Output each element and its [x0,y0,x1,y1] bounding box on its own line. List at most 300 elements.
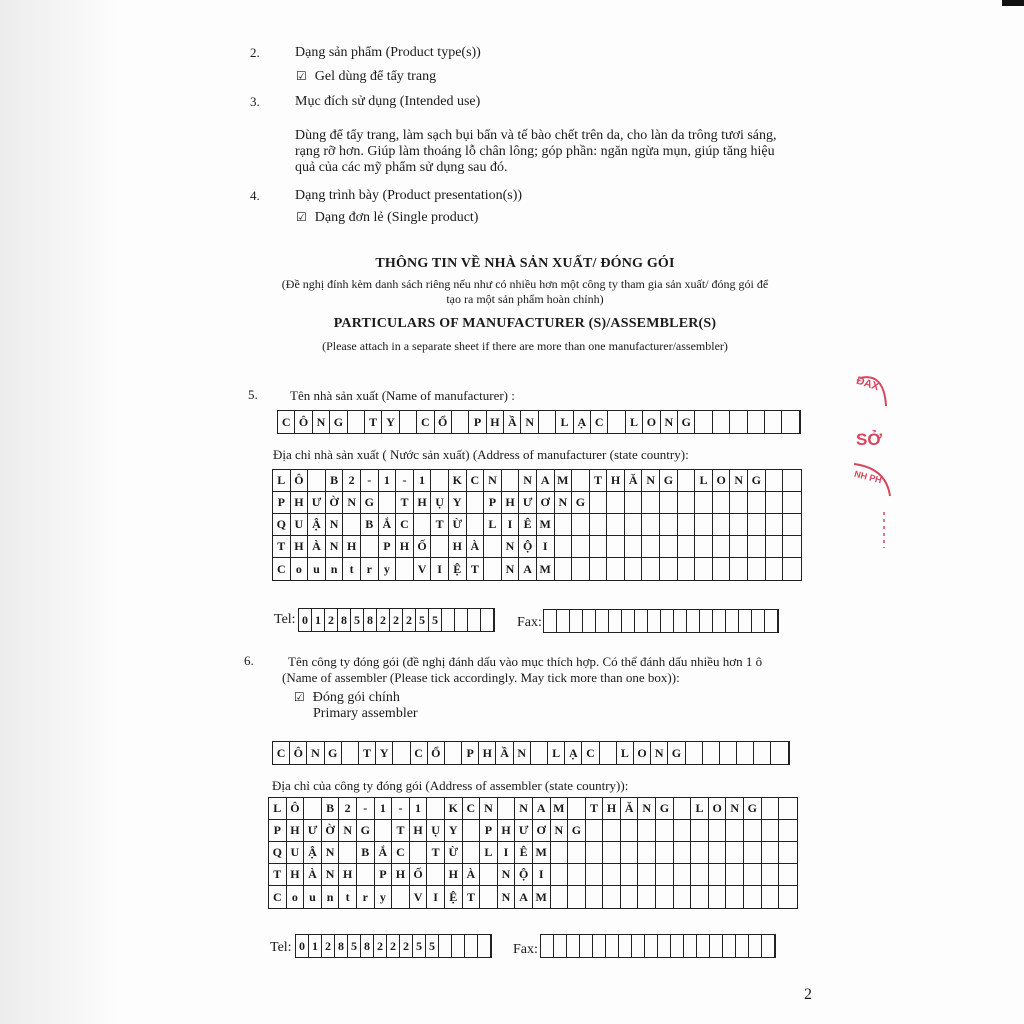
char-cell [361,536,379,558]
char-cell: - [396,470,414,492]
char-cell [625,558,643,580]
char-cell [739,610,752,632]
char-cell [606,935,619,957]
char-cell [691,820,709,842]
char-cell [452,411,469,433]
char-cell [674,798,692,820]
char-cell: 1 [414,470,432,492]
char-cell: T [392,820,410,842]
grid-row [269,886,797,908]
char-cell [686,742,703,764]
char-cell [621,842,639,864]
char-cell [648,610,661,632]
char-cell: G [361,492,379,514]
char-cell [656,886,674,908]
char-cell: L [273,470,291,492]
char-cell: P [462,742,479,764]
char-cell: N [326,514,344,536]
assembler-address-label: Địa chỉ của công ty đóng gói (Address of assembler (state country)): [272,778,629,793]
char-cell [762,820,780,842]
char-cell [730,536,748,558]
char-cell [551,886,569,908]
char-cell: T [269,864,287,886]
char-cell: H [603,798,621,820]
char-cell [467,514,485,536]
char-cell [695,514,713,536]
char-cell [766,536,784,558]
char-cell: H [287,864,305,886]
char-cell [603,820,621,842]
primary-assembler-text-vi: Đóng gói chính [312,690,400,705]
char-cell [744,864,762,886]
char-cell [410,842,428,864]
stamp-text-2: SỞ [856,430,882,449]
char-cell: H [502,492,520,514]
char-cell: n [322,886,340,908]
char-cell: N [726,798,744,820]
char-cell: G [748,470,766,492]
char-cell [568,842,586,864]
char-cell [730,558,748,580]
char-cell [590,514,608,536]
manufacturer-title-vi: THÔNG TIN VỀ NHÀ SẢN XUẤT/ ĐÓNG GÓI [375,256,675,271]
char-cell [766,492,784,514]
char-cell [645,935,658,957]
char-cell: N [519,470,537,492]
char-cell [568,864,586,886]
char-cell: Ậ [304,842,322,864]
char-cell: 2 [387,935,400,957]
char-cell: K [445,798,463,820]
char-cell [642,492,660,514]
char-cell [572,514,590,536]
primary-assembler-text-en: Primary assembler [313,706,418,721]
section-4-option-text: Dạng đơn lẻ (Single product) [314,210,479,225]
char-cell [572,558,590,580]
char-cell [619,935,632,957]
char-cell: Ầ [504,411,521,433]
char-cell: Ă [625,470,643,492]
char-cell: 2 [343,470,361,492]
char-cell [779,842,797,864]
assembler-address-grid[interactable] [268,797,798,909]
char-cell: T [586,798,604,820]
char-cell: H [291,536,309,558]
char-cell: t [339,886,357,908]
char-cell [730,411,747,433]
char-cell [498,798,516,820]
char-cell: Ô [287,798,305,820]
char-cell: N [343,492,361,514]
char-cell [744,820,762,842]
char-cell: A [537,470,555,492]
char-cell [463,820,481,842]
manufacturer-name-label: Tên nhà sản xuất (Name of manufacturer) : [290,388,515,403]
char-cell: G [668,742,685,764]
char-cell [439,935,452,957]
section-3-number: 3. [250,94,260,109]
char-cell [442,609,455,631]
char-cell [607,492,625,514]
char-cell [660,492,678,514]
section-4-option[interactable] [296,210,478,226]
char-cell: T [431,514,449,536]
char-cell: M [555,470,573,492]
char-cell: r [357,886,375,908]
char-cell: H [339,864,357,886]
char-cell [779,886,797,908]
char-cell: Y [445,820,463,842]
char-cell [568,886,586,908]
section-4-label: Dạng trình bày (Product presentation(s)) [295,188,523,203]
char-cell: P [484,492,502,514]
char-cell: B [326,470,344,492]
char-cell: Ố [414,536,432,558]
char-cell [348,411,365,433]
char-cell: K [449,470,467,492]
char-cell [713,492,731,514]
char-cell: P [480,820,498,842]
char-cell [480,886,498,908]
char-cell: T [427,842,445,864]
char-cell: V [410,886,428,908]
char-cell: Ụ [427,820,445,842]
char-cell [736,935,749,957]
char-cell: N [484,470,502,492]
char-cell: u [308,558,326,580]
char-cell: G [330,411,347,433]
grid-row [273,492,801,514]
char-cell: L [695,470,713,492]
char-cell [766,514,784,536]
char-cell: Ầ [496,742,513,764]
char-cell [539,411,556,433]
char-cell: N [326,536,344,558]
char-cell [678,536,696,558]
char-cell: Ừ [449,514,467,536]
char-cell [752,610,765,632]
char-cell: Ờ [326,492,344,514]
manufacturer-name-field[interactable] [277,410,801,434]
char-cell: U [291,514,309,536]
char-cell [551,864,569,886]
grid-row [273,470,801,492]
char-cell: C [582,742,599,764]
char-cell: Ạ [574,411,591,433]
char-cell [713,536,731,558]
char-cell [737,742,754,764]
char-cell: o [287,886,305,908]
char-cell [555,536,573,558]
char-cell: C [417,411,434,433]
char-cell: Ơ [537,492,555,514]
char-cell [586,820,604,842]
char-cell [621,864,639,886]
char-cell: B [361,514,379,536]
char-cell [632,935,645,957]
char-cell [695,411,712,433]
char-cell: H [396,536,414,558]
char-cell [379,492,397,514]
char-cell [783,470,801,492]
char-cell: N [730,470,748,492]
char-cell: O [643,411,660,433]
char-cell [782,411,799,433]
char-cell: A [533,798,551,820]
char-cell: M [537,558,555,580]
char-cell [762,798,780,820]
char-cell [754,742,771,764]
char-cell: T [463,886,481,908]
assembler-name-field[interactable] [272,741,790,765]
char-cell [726,842,744,864]
char-cell: Ụ [431,492,449,514]
char-cell [660,536,678,558]
char-cell: Ắ [375,842,393,864]
char-cell: N [514,742,531,764]
char-cell [393,742,410,764]
char-cell [465,935,478,957]
char-cell [531,742,548,764]
char-cell [502,470,520,492]
char-cell: N [502,536,520,558]
grid-row [269,842,797,864]
char-cell [783,492,801,514]
char-cell [580,935,593,957]
char-cell [568,798,586,820]
char-cell [748,411,765,433]
char-cell [452,935,465,957]
char-cell: M [533,842,551,864]
char-cell: N [498,886,516,908]
char-cell [658,935,671,957]
corner-mark [1002,0,1024,6]
char-cell: L [484,514,502,536]
char-cell [427,864,445,886]
char-cell [691,864,709,886]
char-cell [586,842,604,864]
char-cell: L [617,742,634,764]
char-cell [713,558,731,580]
char-cell: 0 [296,935,309,957]
char-cell [357,864,375,886]
char-cell: 5 [413,935,426,957]
char-cell: n [326,558,344,580]
char-cell: H [287,820,305,842]
assembler-fax-field[interactable] [540,934,776,958]
char-cell: À [463,864,481,886]
manufacturer-fax-label: Fax: [517,615,542,630]
char-cell: Ư [308,492,326,514]
official-stamp [840,372,980,552]
char-cell [431,536,449,558]
char-cell [557,610,570,632]
char-cell: N [555,492,573,514]
char-cell: H [291,492,309,514]
manufacturer-title-en: PARTICULARS OF MANUFACTURER (S)/ASSEMBLER(S) [333,316,717,331]
manufacturer-fax-field[interactable] [543,609,779,633]
manufacturer-note-vi-2: tạo ra một sản phẩm hoàn chỉnh) [446,292,604,306]
char-cell: 2 [403,609,416,631]
manufacturer-tel-label: Tel: [274,612,296,627]
char-cell [674,886,692,908]
primary-assembler-option[interactable] [294,690,400,706]
char-cell [342,742,359,764]
char-cell: 1 [375,798,393,820]
char-cell: O [713,470,731,492]
checkbox-checked-icon: ☑ [294,690,305,704]
section-2-number: 2. [250,45,260,60]
char-cell [621,886,639,908]
char-cell: H [343,536,361,558]
char-cell [339,842,357,864]
char-cell: Y [376,742,393,764]
char-cell [484,536,502,558]
assembler-fax-label: Fax: [513,942,538,957]
char-cell: C [591,411,608,433]
stamp-text-3: NH PH [853,468,883,486]
char-cell [625,514,643,536]
char-cell: N [307,742,324,764]
char-cell: Ê [519,514,537,536]
char-cell [709,842,727,864]
char-cell [590,536,608,558]
section-2-option[interactable] [296,69,436,85]
char-cell [555,558,573,580]
manufacturer-tel-field[interactable] [298,608,495,632]
char-cell [593,935,606,957]
char-cell: V [414,558,432,580]
char-cell: 2 [374,935,387,957]
char-cell: o [291,558,309,580]
char-cell [674,820,692,842]
char-cell: 5 [348,935,361,957]
char-cell: I [537,536,555,558]
char-cell [468,609,481,631]
char-cell [660,514,678,536]
char-cell [478,935,491,957]
char-cell [691,842,709,864]
char-cell: P [379,536,397,558]
char-cell [766,470,784,492]
char-cell: Ắ [379,514,397,536]
char-cell [748,536,766,558]
char-cell [748,492,766,514]
char-cell [541,935,554,957]
char-cell [570,610,583,632]
section-2-label: Dạng sản phẩm (Product type(s)) [295,45,481,60]
char-cell: C [463,798,481,820]
char-cell [695,558,713,580]
char-cell: 2 [400,935,413,957]
char-cell [674,864,692,886]
char-cell: N [515,798,533,820]
char-cell [572,470,590,492]
char-cell [687,610,700,632]
char-cell [642,558,660,580]
assembler-tel-field[interactable] [295,934,492,958]
char-cell [684,935,697,957]
char-cell: T [273,536,291,558]
char-cell: N [322,864,340,886]
char-cell: G [357,820,375,842]
char-cell: 8 [338,609,351,631]
char-cell [308,470,326,492]
char-cell [713,514,731,536]
char-cell [555,514,573,536]
char-cell [481,609,494,631]
char-cell [638,864,656,886]
char-cell: T [467,558,485,580]
char-cell: T [365,411,382,433]
char-cell: Ộ [515,864,533,886]
char-cell [766,558,784,580]
char-cell: Ệ [445,886,463,908]
char-cell: Ạ [565,742,582,764]
char-cell [603,842,621,864]
char-cell [779,864,797,886]
char-cell: C [273,742,290,764]
char-cell [572,536,590,558]
char-cell [695,536,713,558]
char-cell [726,886,744,908]
char-cell: Ô [290,742,307,764]
char-cell [678,470,696,492]
char-cell [726,610,739,632]
char-cell [720,742,737,764]
char-cell [445,742,462,764]
manufacturer-address-grid[interactable] [272,469,802,581]
char-cell: Ơ [533,820,551,842]
char-cell [730,514,748,536]
char-cell: H [445,864,463,886]
char-cell [554,935,567,957]
char-cell [678,492,696,514]
char-cell [621,820,639,842]
char-cell [762,935,775,957]
char-cell [730,492,748,514]
char-cell: - [392,798,410,820]
char-cell: I [533,864,551,886]
char-cell: Q [273,514,291,536]
char-cell: r [361,558,379,580]
char-cell: O [634,742,651,764]
char-cell: G [744,798,762,820]
char-cell: N [661,411,678,433]
char-cell: Y [449,492,467,514]
char-cell [762,886,780,908]
char-cell: B [357,842,375,864]
char-cell: u [304,886,322,908]
stamp-text-1: ĐAX [854,374,881,394]
scan-shadow [0,0,120,1024]
checkbox-checked-icon: ☑ [296,69,307,83]
char-cell: N [551,820,569,842]
char-cell: y [375,886,393,908]
char-cell: L [626,411,643,433]
grid-row [269,820,797,842]
char-cell: t [343,558,361,580]
char-cell: 2 [390,609,403,631]
char-cell [656,820,674,842]
char-cell [431,470,449,492]
char-cell [608,411,625,433]
char-cell: Ư [515,820,533,842]
char-cell: H [498,820,516,842]
char-cell: 2 [339,798,357,820]
char-cell: H [449,536,467,558]
char-cell [674,610,687,632]
